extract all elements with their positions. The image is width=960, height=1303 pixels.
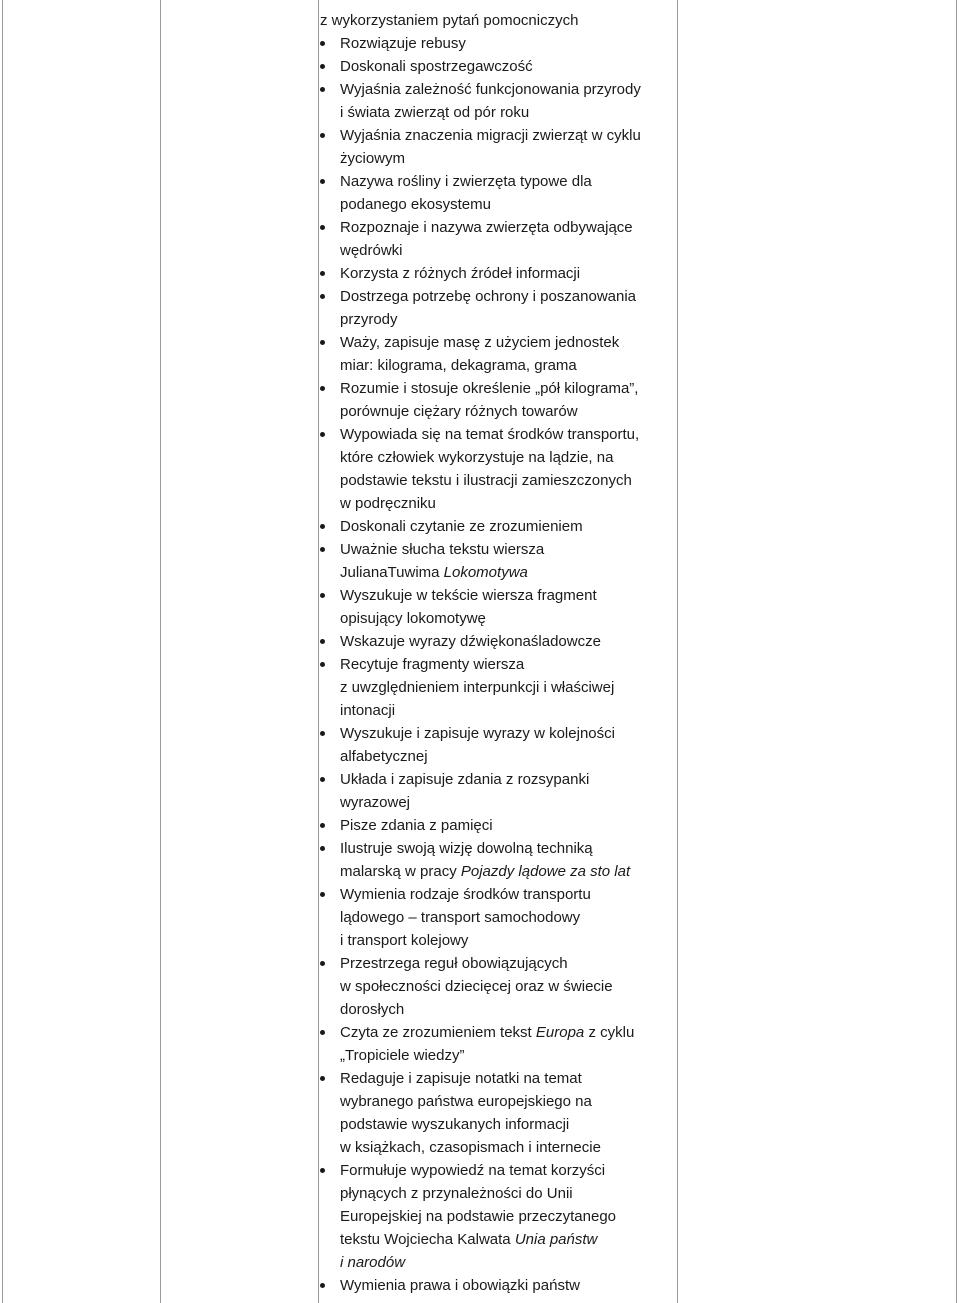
list-item-line (320, 78, 675, 101)
line-text: i transport kolejowy (340, 932, 469, 949)
list-item-line (320, 630, 675, 653)
line-text: Rozwiązuje rebusy (340, 35, 466, 52)
table-border-right (677, 0, 678, 1303)
bullet-icon (320, 846, 325, 851)
line-text: intonacji (340, 702, 396, 719)
bullet-icon (320, 87, 325, 92)
list-item (320, 331, 675, 377)
line-text: Ilustruje swoją wizję dowolną techniką (340, 840, 593, 857)
line-text: podanego ekosystemu (340, 196, 491, 213)
list-item-line (320, 791, 675, 814)
list-item-line (320, 55, 675, 78)
list-item (320, 837, 675, 883)
list-item-line (320, 929, 675, 952)
list-item-line (320, 883, 675, 906)
list-item (320, 814, 675, 837)
line-text: i świata zwierząt od pór roku (340, 104, 530, 121)
bullet-icon (320, 271, 325, 276)
line-text: porównuje ciężary różnych towarów (340, 403, 578, 420)
list-item (320, 170, 675, 216)
list-item (320, 952, 675, 1021)
list-item-line (320, 722, 675, 745)
line-text: opisujący lokomotywę (340, 610, 486, 627)
title-text: Pojazdy lądowe za sto lat (460, 863, 631, 880)
list-item-line (320, 216, 675, 239)
list-item (320, 32, 675, 55)
list-item-line (320, 469, 675, 492)
list-item-line (320, 1090, 675, 1113)
line-text: Wskazuje wyrazy dźwiękonaśladowcze (340, 633, 601, 650)
line-text: tekstu Wojciecha Kalwata (340, 1231, 515, 1248)
line-text: Rozpoznaje i nazywa zwierzęta odbywające (340, 219, 633, 236)
line-text: płynących z przynależności do Unii (340, 1185, 573, 1202)
table-cell-content (320, 9, 675, 1297)
line-text: Dostrzega potrzebę ochrony i poszanowania (340, 288, 637, 305)
list-item (320, 377, 675, 423)
list-item-line (320, 745, 675, 768)
list-item (320, 768, 675, 814)
list-item-line (320, 561, 675, 584)
list-item (320, 1274, 675, 1297)
line-text: Recytuje fragmenty wiersza (340, 656, 525, 673)
list-item-line (320, 1044, 675, 1067)
bullet-icon (320, 1283, 325, 1288)
line-text: Wyszukuje w tekście wiersza fragment (340, 587, 597, 604)
list-item (320, 216, 675, 262)
line-text: lądowego – transport samochodowy (340, 909, 581, 926)
title-text: Europa (535, 1024, 585, 1041)
list-item-line (320, 308, 675, 331)
title-text: Unia państw (514, 1231, 598, 1248)
list-item-line (320, 998, 675, 1021)
list-item-line (320, 1251, 675, 1274)
list-item (320, 883, 675, 952)
table-border-left-outer (2, 0, 3, 1303)
list-item-line (320, 492, 675, 515)
list-item-line (320, 952, 675, 975)
list-item-line (320, 239, 675, 262)
line-text: malarską w pracy (340, 863, 461, 880)
line-text: dorosłych (340, 1001, 405, 1018)
list-item (320, 1067, 675, 1159)
bullet-icon (320, 340, 325, 345)
bullet-icon (320, 547, 325, 552)
list-item-line (320, 170, 675, 193)
bullet-list (320, 32, 675, 1297)
line-text: Wyjaśnia zależność funkcjonowania przyrody (340, 81, 641, 98)
list-item (320, 423, 675, 515)
list-item-line (320, 1021, 675, 1044)
bullet-icon (320, 823, 325, 828)
line-text: JulianaTuwima (340, 564, 444, 581)
bullet-icon (320, 386, 325, 391)
line-text: Doskonali czytanie ze zrozumieniem (340, 518, 583, 535)
list-item (320, 722, 675, 768)
list-item-line (320, 1159, 675, 1182)
line-text: Rozumie i stosuje określenie „pół kilograma”, (340, 380, 639, 397)
bullet-icon (320, 1076, 325, 1081)
line-text: Doskonali spostrzegawczość (340, 58, 533, 75)
line-text: w społeczności dziecięcej oraz w świecie (340, 978, 613, 995)
bullet-icon (320, 41, 325, 46)
list-item-line (320, 676, 675, 699)
line-text: Korzysta z różnych źródeł informacji (340, 265, 581, 282)
list-item (320, 1159, 675, 1274)
line-text: Wymienia rodzaje środków transportu (340, 886, 591, 903)
list-item-line (320, 193, 675, 216)
line-text: życiowym (340, 150, 406, 167)
bullet-icon (320, 294, 325, 299)
list-item (320, 55, 675, 78)
bullet-icon (320, 64, 325, 69)
list-item-line (320, 837, 675, 860)
list-item (320, 1021, 675, 1067)
line-text: Przestrzega reguł obowiązujących (340, 955, 568, 972)
line-text: miar: kilograma, dekagrama, grama (340, 357, 577, 374)
line-text: podstawie wyszukanych informacji (340, 1116, 570, 1133)
line-text: „Tropiciele wiedzy” (340, 1047, 465, 1064)
list-item-line (320, 331, 675, 354)
list-item-line (320, 538, 675, 561)
list-item-line (320, 354, 675, 377)
bullet-icon (320, 662, 325, 667)
list-item-line (320, 400, 675, 423)
list-item (320, 538, 675, 584)
list-item-line (320, 124, 675, 147)
list-item-line (320, 1205, 675, 1228)
line-text: z uwzględnieniem interpunkcji i właściwej (340, 679, 615, 696)
list-item (320, 78, 675, 124)
list-item-line (320, 1136, 675, 1159)
list-item (320, 584, 675, 630)
list-item-line (320, 1182, 675, 1205)
line-text: Czyta ze zrozumieniem tekst (340, 1024, 536, 1041)
line-text: Formułuje wypowiedź na temat korzyści (340, 1162, 606, 1179)
bullet-icon (320, 432, 325, 437)
list-item-line (320, 1067, 675, 1090)
bullet-icon (320, 133, 325, 138)
list-item-line (320, 906, 675, 929)
line-text: przyrody (340, 311, 398, 328)
line-text: alfabetycznej (340, 748, 428, 765)
table-border-column (318, 0, 319, 1303)
line-text: Wyjaśnia znaczenia migracji zwierząt w cyklu (340, 127, 641, 144)
line-text: w książkach, czasopismach i internecie (340, 1139, 601, 1156)
list-item-line (320, 262, 675, 285)
line-text: wędrówki (340, 242, 403, 259)
list-item (320, 262, 675, 285)
line-text: Wypowiada się na temat środków transportu, (340, 426, 640, 443)
title-text: Lokomotywa (443, 564, 528, 581)
bullet-icon (320, 639, 325, 644)
line-text: wybranego państwa europejskiego na (340, 1093, 592, 1110)
bullet-icon (320, 179, 325, 184)
bullet-icon (320, 1168, 325, 1173)
title-text: i narodów (340, 1254, 406, 1271)
bullet-icon (320, 731, 325, 736)
line-text: które człowiek wykorzystuje na lądzie, na (340, 449, 614, 466)
line-text: w podręczniku (340, 495, 436, 512)
list-item-line (320, 653, 675, 676)
line-text: z cyklu (584, 1024, 635, 1041)
line-text: Wyszukuje i zapisuje wyrazy w kolejności (340, 725, 615, 742)
list-item (320, 630, 675, 653)
bullet-icon (320, 1030, 325, 1035)
line-text: Uważnie słucha tekstu wiersza (340, 541, 545, 558)
list-item-line (320, 975, 675, 998)
list-item-line (320, 1228, 675, 1251)
list-item (320, 285, 675, 331)
list-item-line (320, 423, 675, 446)
list-item-line (320, 1113, 675, 1136)
list-item (320, 124, 675, 170)
line-text: Redaguje i zapisuje notatki na temat (340, 1070, 582, 1087)
list-item-line (320, 607, 675, 630)
intro-line: z wykorzystaniem pytań pomocniczych (320, 12, 579, 29)
list-item (320, 653, 675, 722)
list-item-line (320, 515, 675, 538)
bullet-icon (320, 593, 325, 598)
list-item-line (320, 377, 675, 400)
list-item-line (320, 285, 675, 308)
bullet-icon (320, 892, 325, 897)
line-text: Pisze zdania z pamięci (340, 817, 493, 834)
bullet-icon (320, 225, 325, 230)
line-text: Wymienia prawa i obowiązki państw (340, 1277, 580, 1294)
list-item-line (320, 101, 675, 124)
list-item-line (320, 147, 675, 170)
bullet-icon (320, 524, 325, 529)
line-text: podstawie tekstu i ilustracji zamieszczonych (340, 472, 632, 489)
list-item-line (320, 768, 675, 791)
bullet-icon (320, 961, 325, 966)
line-text: Układa i zapisuje zdania z rozsypanki (340, 771, 590, 788)
list-item-line (320, 860, 675, 883)
line-text: Nazywa rośliny i zwierzęta typowe dla (340, 173, 592, 190)
list-item-line (320, 814, 675, 837)
table-border-left-inner (160, 0, 161, 1303)
list-item-line (320, 446, 675, 469)
list-item (320, 515, 675, 538)
list-item-line (320, 32, 675, 55)
bullet-icon (320, 777, 325, 782)
list-item-line (320, 1274, 675, 1297)
line-text: wyrazowej (340, 794, 411, 811)
list-item-line (320, 699, 675, 722)
line-text: Europejskiej na podstawie przeczytanego (340, 1208, 616, 1225)
line-text: Waży, zapisuje masę z użyciem jednostek (340, 334, 620, 351)
list-item-line (320, 584, 675, 607)
table-border-right-outer (956, 0, 957, 1303)
